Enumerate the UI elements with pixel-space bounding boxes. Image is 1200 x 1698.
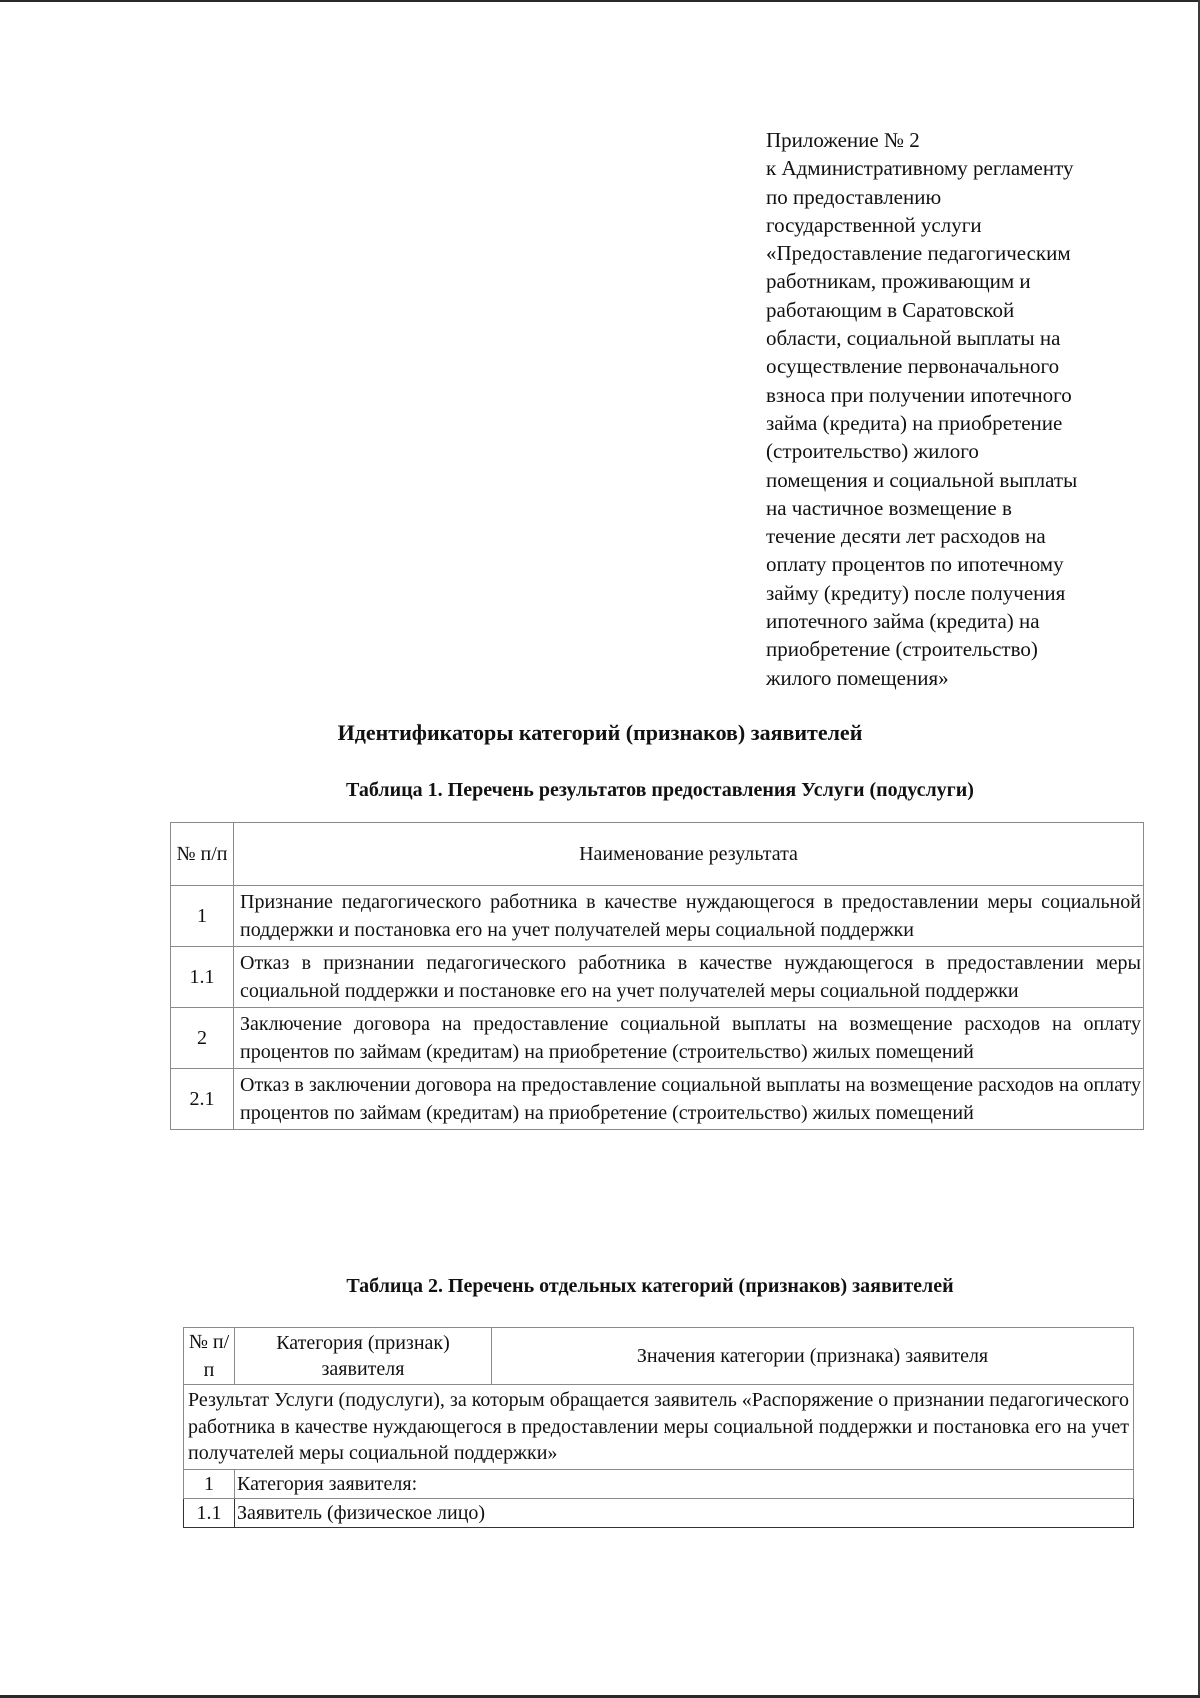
appendix-line: государственной услуги bbox=[766, 212, 982, 237]
row-num: 1.1 bbox=[171, 947, 234, 1008]
table-row bbox=[171, 1008, 1144, 1069]
table-row bbox=[171, 1069, 1144, 1130]
row-result: Отказ в заключении договора на предоставление социальной выплаты на возмещение расходов на оплату процентов по займам (кредитам) на приобретение (строительство) жилых помещений bbox=[234, 1069, 1144, 1130]
results-table bbox=[170, 822, 1144, 1130]
appendix-block bbox=[766, 126, 1138, 692]
table2-caption: Таблица 2. Перечень отдельных категорий (признаков) заявителей bbox=[346, 1275, 954, 1297]
row-category: Категория заявителя: bbox=[235, 1469, 1134, 1498]
appendix-line: по предоставлению bbox=[766, 184, 942, 209]
appendix-line: осуществление первоначального bbox=[766, 354, 1060, 379]
appendix-line: (строительство) жилого bbox=[766, 439, 979, 464]
table-row bbox=[171, 947, 1144, 1008]
appendix-line: течение десяти лет расходов на bbox=[766, 524, 1046, 549]
appendix-line: взноса при получении ипотечного bbox=[766, 382, 1072, 407]
appendix-line: к Административному регламенту bbox=[766, 156, 1074, 181]
header-result-name: Наименование результата bbox=[234, 823, 1144, 886]
appendix-line: оплату процентов по ипотечному bbox=[766, 552, 1064, 577]
row-result: Отказ в признании педагогического работника в качестве нуждающегося в предоставлении меры социальной поддержки и постановке его на учет получателей меры социальной поддержки bbox=[234, 947, 1144, 1008]
table-row bbox=[171, 886, 1144, 947]
table-header-row bbox=[184, 1328, 1134, 1385]
table1-caption: Таблица 1. Перечень результатов предоставления Услуги (подуслуги) bbox=[346, 779, 974, 801]
result-description: Результат Услуги (подуслуги), за которым обращается заявитель «Распоряжение о признании педагогического работника в качестве нуждающегося в предоставлении меры социальной поддержки и постановка его на учет получателей меры социальной поддержки» bbox=[184, 1385, 1134, 1470]
header-category-value: Значения категории (признака) заявителя bbox=[492, 1328, 1134, 1385]
row-num: 2.1 bbox=[171, 1069, 234, 1130]
appendix-line: помещения и социальной выплаты bbox=[766, 467, 1078, 492]
table-row bbox=[184, 1469, 1134, 1498]
row-num: 1.1 bbox=[184, 1498, 235, 1527]
appendix-line: Приложение № 2 bbox=[766, 128, 920, 152]
header-num: № п/п bbox=[171, 823, 234, 886]
header-category: Категория (признак) заявителя bbox=[235, 1328, 492, 1385]
row-result: Заключение договора на предоставление социальной выплаты на возмещение расходов на оплату процентов по займам (кредитам) на приобретение (строительство) жилых помещений bbox=[234, 1008, 1144, 1069]
appendix-line: на частичное возмещение в bbox=[766, 495, 1012, 520]
appendix-line: работникам, проживающим и bbox=[766, 269, 1031, 294]
row-num: 1 bbox=[184, 1469, 235, 1498]
appendix-line: области, социальной выплаты на bbox=[766, 326, 1061, 351]
appendix-line: займу (кредиту) после получения bbox=[766, 580, 1066, 605]
row-num: 2 bbox=[171, 1008, 234, 1069]
appendix-line: работающим в Саратовской bbox=[766, 297, 1015, 322]
row-result: Признание педагогического работника в качестве нуждающегося в предоставлении меры социальной поддержки и постановка его на учет получателей меры социальной поддержки bbox=[234, 886, 1144, 947]
appendix-line: ипотечного займа (кредита) на bbox=[766, 609, 1040, 634]
appendix-line: «Предоставление педагогическим bbox=[766, 241, 1071, 266]
table-row bbox=[184, 1498, 1134, 1527]
scan-edge-top bbox=[0, 0, 1200, 2]
row-num: 1 bbox=[171, 886, 234, 947]
header-num: № п/п bbox=[184, 1328, 235, 1385]
appendix-line: приобретение (строительство) bbox=[766, 637, 1038, 662]
table-row bbox=[184, 1385, 1134, 1470]
categories-table bbox=[183, 1327, 1134, 1528]
appendix-line: жилого помещения» bbox=[766, 665, 949, 690]
document-title: Идентификаторы категорий (признаков) заявителей bbox=[337, 720, 863, 745]
table-header-row bbox=[171, 823, 1144, 886]
row-category: Заявитель (физическое лицо) bbox=[235, 1498, 1134, 1527]
appendix-line: займа (кредита) на приобретение bbox=[766, 410, 1063, 435]
